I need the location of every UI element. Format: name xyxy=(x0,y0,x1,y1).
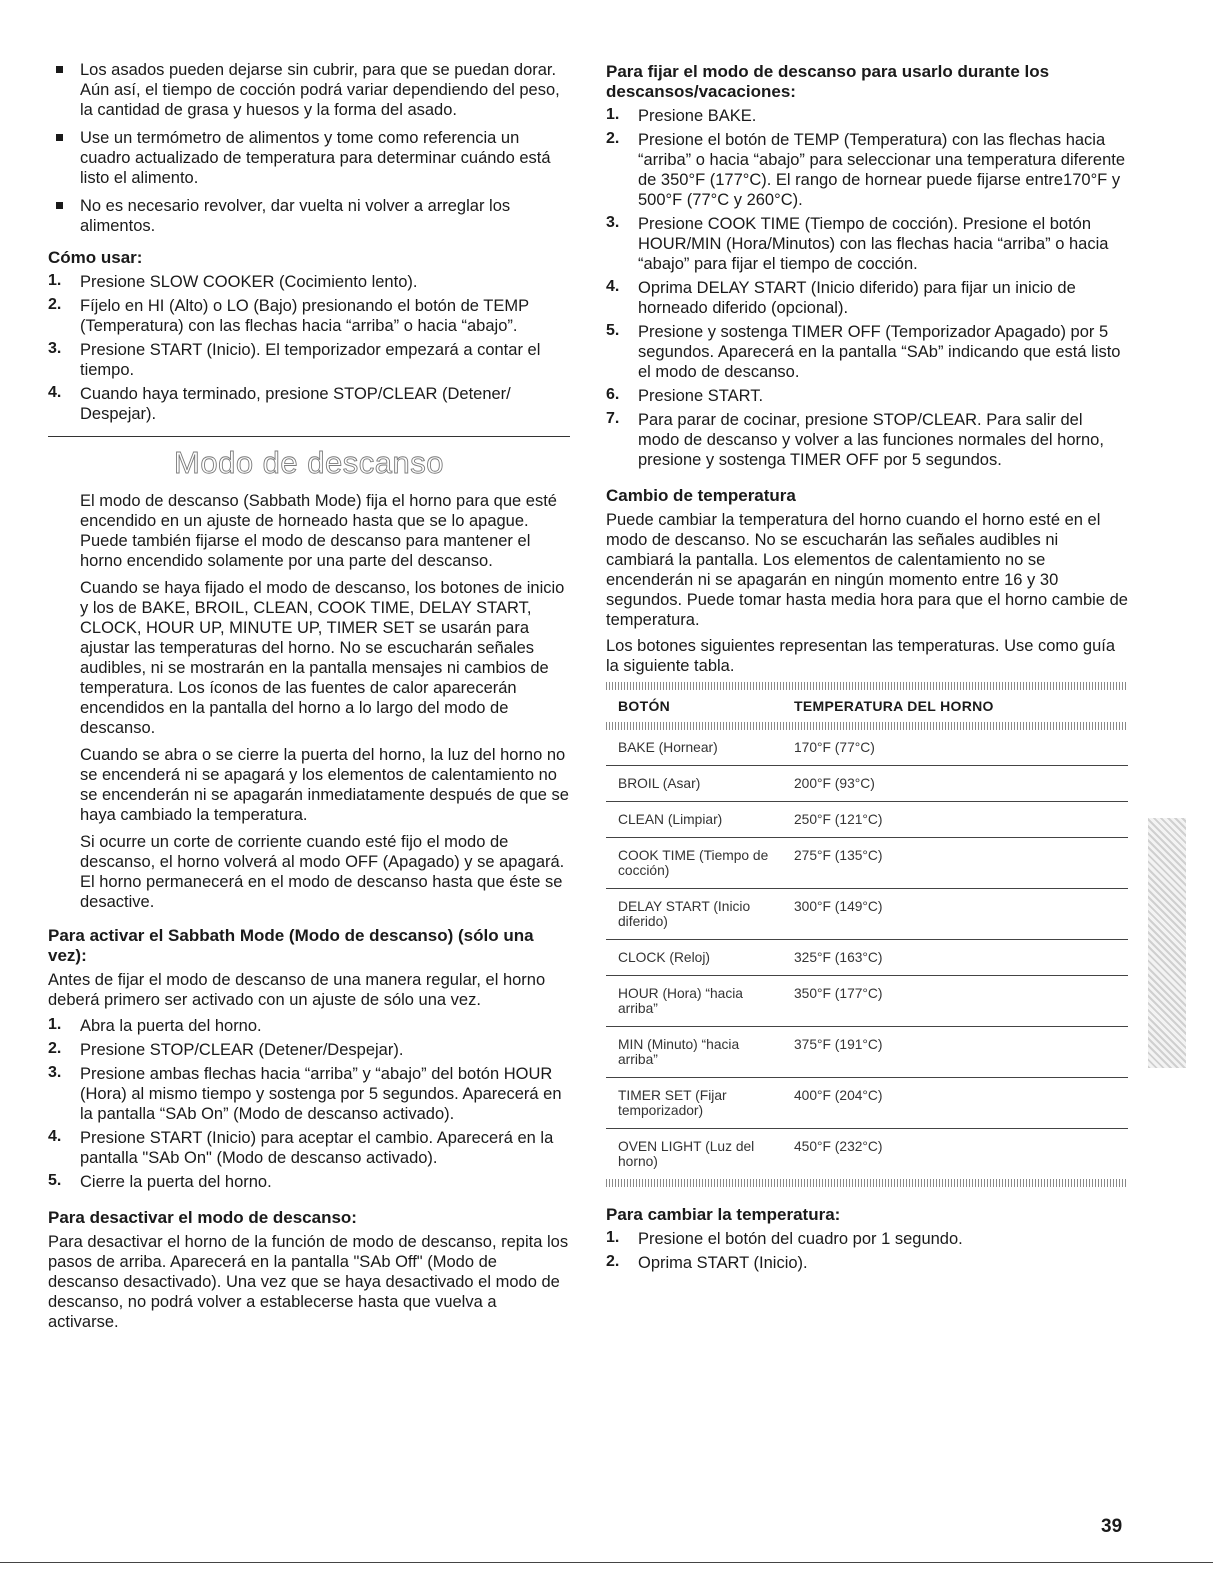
step-item xyxy=(606,130,1128,210)
step-item xyxy=(606,322,1128,382)
step-item xyxy=(48,296,570,336)
bullet-item: Use un termómetro de alimentos y tome como referencia un cuadro actualizado de temperatura para determinar cuándo está listo el alimento. xyxy=(48,128,570,188)
step-number: 4. xyxy=(48,1128,62,1145)
button-cell: BAKE (Hornear) xyxy=(606,730,782,766)
cambio-heading: Cambio de temperatura xyxy=(606,486,796,505)
step-item xyxy=(606,386,1128,406)
step-text: Cierre la puerta del horno. xyxy=(80,1173,272,1191)
step-item xyxy=(48,1016,570,1036)
bullet-item: No es necesario revolver, dar vuelta ni volver a arreglar los alimentos. xyxy=(48,196,570,236)
step-text: Presione el botón de TEMP (Temperatura) con las flechas hacia “arriba” o hacia “abajo” para seleccionar una temperatura diferente de 350°F (177°C). El rango de hornear puede fijarse entre170°F y 500°F (77°C y 260°C). xyxy=(638,131,1126,209)
step-number: 2. xyxy=(606,1253,620,1270)
table-header-temperature: TEMPERATURA DEL HORNO xyxy=(794,698,994,714)
step-number: 4. xyxy=(606,278,620,295)
step-number: 1. xyxy=(606,106,620,123)
table-row xyxy=(606,1027,1128,1078)
body-paragraph: El modo de descanso (Sabbath Mode) fija el horno para que esté encendido en un ajuste de horneado hasta que se lo apague. Puede también fijarse el modo de descanso para mantener el horno encendido solamente por una parte del descanso. xyxy=(80,492,557,570)
step-number: 1. xyxy=(48,1016,62,1033)
page-number: 39 xyxy=(1101,1516,1123,1537)
step-text: Presione START. xyxy=(638,387,764,405)
step-item xyxy=(48,1128,570,1168)
step-item xyxy=(48,1040,570,1060)
side-tab-decoration xyxy=(1148,818,1186,1068)
activar-heading: Para activar el Sabbath Mode (Modo de descanso) (sólo una vez): xyxy=(48,926,534,965)
activar-intro: Antes de fijar el modo de descanso de una manera regular, el horno deberá primero ser activado con un ajuste de sólo una vez. xyxy=(48,971,546,1009)
temperature-cell: 350°F (177°C) xyxy=(782,976,1128,1027)
step-number: 1. xyxy=(48,272,62,289)
dotted-rule xyxy=(606,1179,1128,1187)
bullet-item: Los asados pueden dejarse sin cubrir, para que se puedan dorar. Aún así, el tiempo de cocción podrá variar dependiendo del peso, la cantidad de grasa y huesos y la forma del asado. xyxy=(48,60,570,120)
step-item xyxy=(48,340,570,380)
table-row xyxy=(606,802,1128,838)
table-row xyxy=(606,940,1128,976)
step-item xyxy=(606,1253,1128,1273)
step-number: 2. xyxy=(48,1040,62,1057)
temperature-cell: 250°F (121°C) xyxy=(782,802,1128,838)
temperature-cell: 400°F (204°C) xyxy=(782,1078,1128,1129)
table-header-row xyxy=(606,690,1128,722)
step-item xyxy=(48,272,570,292)
cambiar-heading: Para cambiar la temperatura: xyxy=(606,1205,841,1224)
step-text: Abra la puerta del horno. xyxy=(80,1017,262,1035)
step-text: Fíjelo en HI (Alto) o LO (Bajo) presionando el botón de TEMP (Temperatura) con las flechas hacia “arriba” o hacia “abajo”. xyxy=(80,297,529,335)
step-number: 3. xyxy=(48,340,62,357)
step-text: Presione STOP/CLEAR (Detener/Despejar). xyxy=(80,1041,404,1059)
step-number: 2. xyxy=(606,130,620,147)
step-item xyxy=(48,1172,570,1192)
table-row xyxy=(606,730,1128,766)
step-text: Presione START (Inicio) para aceptar el cambio. Aparecerá en la pantalla "SAb On" (Modo de descanso activado). xyxy=(80,1129,554,1167)
button-cell: DELAY START (Inicio diferido) xyxy=(606,889,782,940)
section-divider xyxy=(48,436,570,437)
table-row xyxy=(606,766,1128,802)
step-item xyxy=(606,278,1128,318)
step-number: 4. xyxy=(48,384,62,401)
temperature-cell: 300°F (149°C) xyxy=(782,889,1128,940)
desactivar-heading: Para desactivar el modo de descanso: xyxy=(48,1208,357,1227)
step-number: 5. xyxy=(48,1172,62,1189)
step-text: Cuando haya terminado, presione STOP/CLEAR (Detener/ Despejar). xyxy=(80,385,511,423)
dotted-rule xyxy=(606,722,1128,730)
temperature-table xyxy=(606,682,1128,1187)
cambio-paragraph: Los botones siguientes representan las temperaturas. Use como guía la siguiente tabla. xyxy=(606,637,1116,675)
button-cell: BROIL (Asar) xyxy=(606,766,782,802)
step-item xyxy=(606,410,1128,470)
step-text: Presione ambas flechas hacia “arriba” y “abajo” del botón HOUR (Hora) al mismo tiempo y sostenga por 5 segundos. Aparecerá en la pantalla “SAb On” (Modo de descanso activado). xyxy=(80,1065,562,1123)
step-item xyxy=(606,1229,1128,1249)
dotted-rule xyxy=(606,682,1128,690)
step-number: 3. xyxy=(606,214,620,231)
step-text: Para parar de cocinar, presione STOP/CLEAR. Para salir del modo de descanso y volver a las funciones normales del horno, presione y sostenga TIMER OFF por 5 segundos. xyxy=(638,411,1104,469)
fijar-heading: Para fijar el modo de descanso para usarlo durante los descansos/vacaciones: xyxy=(606,62,1050,101)
table-row xyxy=(606,838,1128,889)
step-number: 3. xyxy=(48,1064,62,1081)
right-column xyxy=(606,60,1128,1277)
step-text: Presione COOK TIME (Tiempo de cocción). Presione el botón HOUR/MIN (Hora/Minutos) con las flechas hacia “arriba” o hacia “abajo” para fijar el tiempo de cocción. xyxy=(638,215,1109,273)
body-paragraph: Si ocurre un corte de corriente cuando esté fijo el modo de descanso, el horno volverá al modo OFF (Apagado) y se apagará. El horno permanecerá en el modo de descanso hasta que éste se desactive. xyxy=(80,833,565,911)
button-cell: CLEAN (Limpiar) xyxy=(606,802,782,838)
body-paragraph: Cuando se haya fijado el modo de descanso, los botones de inicio y los de BAKE, BROIL, CLEAN, COOK TIME, DELAY START, CLOCK, HOUR UP, MINUTE UP, TIMER SET se usarán para ajustar las temperaturas del horno. No se escucharán señales audibles, ni se mostrarán en la pantalla mensajes ni cambios de temperatura. Los íconos de las fuentes de calor aparecerán encendidos en la pantalla del horno a lo largo del modo de descanso. xyxy=(80,579,565,737)
temperature-cell: 450°F (232°C) xyxy=(794,1139,883,1154)
table-header-button: BOTÓN xyxy=(618,698,671,714)
button-cell: MIN (Minuto) “hacia arriba” xyxy=(606,1027,782,1078)
table-row xyxy=(606,1078,1128,1129)
table-row xyxy=(606,976,1128,1027)
temperature-cell: 275°F (135°C) xyxy=(782,838,1128,889)
cambio-paragraph: Puede cambiar la temperatura del horno cuando el horno esté en el modo de descanso. No se escucharán las señales audibles ni cambiará la pantalla. Los elementos de calentamiento no se encenderán ni se apagarán en ningún momento entre 16 y 30 segundos. Puede tomar hasta media hora para que el horno cambie de temperatura. xyxy=(606,511,1128,629)
temperature-cell: 200°F (93°C) xyxy=(782,766,1128,802)
button-cell: TIMER SET (Fijar temporizador) xyxy=(606,1078,782,1129)
step-number: 6. xyxy=(606,386,620,403)
body-paragraph: Cuando se abra o se cierre la puerta del horno, la luz del horno no se encenderá ni se apagará y los elementos de calentamiento no se encenderán ni se apagarán inmediatamente después de que se haya cambiado la temperatura. xyxy=(80,746,569,824)
como-usar-heading: Cómo usar: xyxy=(48,248,143,267)
step-item xyxy=(48,1064,570,1124)
step-number: 1. xyxy=(606,1229,620,1246)
table-row xyxy=(606,1129,1128,1180)
step-text: Presione el botón del cuadro por 1 segundo. xyxy=(638,1230,963,1248)
temperature-cell: 170°F (77°C) xyxy=(782,730,1128,766)
step-number: 7. xyxy=(606,410,620,427)
step-text: Presione SLOW COOKER (Cocimiento lento). xyxy=(80,273,418,291)
step-item xyxy=(606,214,1128,274)
step-item xyxy=(48,384,570,424)
temperature-cell: 375°F (191°C) xyxy=(782,1027,1128,1078)
table-row xyxy=(606,889,1128,940)
button-cell: OVEN LIGHT (Luz del horno) xyxy=(618,1139,755,1169)
button-cell: HOUR (Hora) “hacia arriba” xyxy=(606,976,782,1027)
step-number: 5. xyxy=(606,322,620,339)
bottom-rule xyxy=(0,1562,1213,1563)
step-item xyxy=(606,106,1128,126)
desactivar-text: Para desactivar el horno de la función de modo de descanso, repita los pasos de arriba. Aparecerá en la pantalla "SAb Off" (Modo de descanso desactivado). Una vez que se haya desactivado el modo de descanso, no podrá volver a establecerse hasta que vuelva a activarse. xyxy=(48,1233,569,1331)
step-text: Presione BAKE. xyxy=(638,107,757,125)
left-column xyxy=(48,60,570,1332)
button-cell: CLOCK (Reloj) xyxy=(606,940,782,976)
step-text: Presione START (Inicio). El temporizador empezará a contar el tiempo. xyxy=(80,341,541,379)
button-cell: COOK TIME (Tiempo de cocción) xyxy=(606,838,782,889)
section-title: Modo de descanso xyxy=(174,445,444,480)
step-number: 2. xyxy=(48,296,62,313)
step-text: Presione y sostenga TIMER OFF (Temporizador Apagado) por 5 segundos. Aparecerá en la pantalla “SAb” indicando que está listo el modo de descanso. xyxy=(638,323,1121,381)
temperature-cell: 325°F (163°C) xyxy=(782,940,1128,976)
step-text: Oprima START (Inicio). xyxy=(638,1254,808,1272)
step-text: Oprima DELAY START (Inicio diferido) para fijar un inicio de horneado diferido (opcional). xyxy=(638,279,1076,317)
